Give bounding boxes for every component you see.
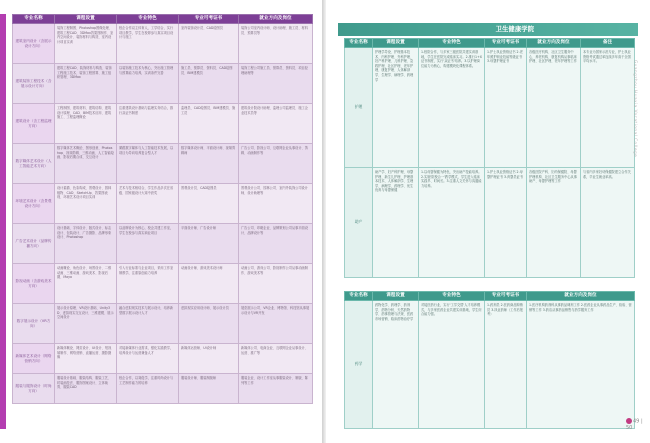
cell-jobs: 广告公司、印刷企业、品牌策划公司从事平面设计、品牌设计等 — [239, 224, 313, 264]
cell-cert: 室内装饰设计员、CAD绘图员 — [179, 24, 239, 64]
cell-cert: 1.药剂员 2.医药商品购销员 3.执业药师（工作后报考） — [485, 301, 527, 429]
cell-jobs: 动画公司、游戏公司、影视制作公司从事动画制作、游戏美术等 — [239, 264, 313, 304]
cell-cert: 数字媒体设计师、平面设计师、视频剪辑师 — [179, 144, 239, 184]
cell-jobs: 服装企业、设计工作室从事服装设计、制版、陈列等工作 — [239, 374, 313, 404]
table-row — [13, 344, 313, 374]
cell-cert: 虚拟现实应用设计师、展示设计员 — [179, 304, 239, 344]
cell-courses: 设计基础、字体设计、版式设计、标志设计、包装设计、广告摄影、品牌形象设计、Photoshop — [55, 224, 117, 264]
table-row — [13, 104, 313, 144]
left-program-table — [12, 14, 313, 404]
table-row — [13, 184, 313, 224]
header-major: 专业名称 — [13, 15, 55, 24]
cell-name: 建筑设计（含工程监理方向） — [13, 104, 55, 144]
cell-courses: 展示设计原理、VR设计基础、Unity3D、虚拟现实交互设计、三维建模、展示空间设计 — [55, 304, 117, 344]
header-cert: 专业可考证书 — [179, 15, 239, 24]
cell-courses: 助产学、妇产科护理、母婴护理、新生儿护理、护理基本技术、人体解剖学、生理学、病理学、药理学、优生优育与母婴保健 — [373, 168, 419, 278]
table-row — [13, 224, 313, 264]
table-row — [13, 64, 313, 104]
pharmacy-program-table — [344, 291, 635, 429]
college-title: 卫生健康学院 — [338, 23, 638, 36]
header-jobs: 就业方向及岗位 — [239, 15, 313, 24]
cell-features: 以品牌设计为核心，校企共建工作室，学生在校参与真实商业项目 — [117, 224, 179, 264]
cell-courses: 服装设计基础、服装结构、服装工艺、时装画技法、服饰图案设计、立体裁剪、服装CAD — [55, 374, 117, 404]
cell-name: 新媒体艺术设计（网络营销方向） — [13, 344, 55, 374]
cell-name: 药学 — [345, 301, 373, 429]
cell-features: 引入行业标准与企业项目，采用工作室制教学，注重原创能力培养 — [117, 264, 179, 304]
header-courses: 课程设置 — [55, 15, 117, 24]
cell-jobs: 装饰工程公司施工员、预算员、资料员、项目经理助理等 — [239, 64, 313, 104]
header-courses: 课程设置 — [373, 39, 419, 48]
cell-jobs: 各级医院产科、妇幼保健院、母婴护理机构、社区卫生服务中心从事助产、母婴护理等工作 — [527, 168, 581, 278]
cell-jobs: 装饰公司室内设计师、设计助理、施工员、材料员、预算员等 — [239, 24, 313, 64]
cell-features: 对接新媒体行业需求，强化实践教学，培养设计与运营兼备人才 — [117, 344, 179, 374]
table-row — [345, 168, 635, 278]
cell-cert: 平面设计师、广告设计师 — [179, 224, 239, 264]
cell-courses: 数字媒体艺术概论、图形创意、Photoshop、视频剪辑、三维动画、人工智能绘画、影视后期合成、交互设计 — [55, 144, 117, 184]
table-row — [13, 374, 313, 404]
left-table-header-row — [13, 15, 313, 24]
page-dot-icon — [626, 418, 632, 424]
cell-jobs: 广告公司、影视公司、互联网企业从事设计、剪辑、动画制作等 — [239, 144, 313, 184]
cell-courses: 动画概论、角色设计、场景设计、二维动画、三维动画、游戏美术、影视后期、Maya — [55, 264, 117, 304]
cell-features: 以装饰施工技术为核心，突出施工管理与预算能力培养，实训条件完善 — [117, 64, 179, 104]
cell-cert: 1.护士执业资格证书 2.老年照护职业技能等级证书 3.母婴护理证书 — [485, 48, 527, 168]
vertical-college-name: Guangzhou Huaxia Vocational College — [633, 60, 638, 158]
table-row — [345, 301, 635, 429]
table-row — [345, 48, 635, 168]
page-number — [626, 418, 650, 431]
left-page — [0, 0, 322, 443]
header-cert: 专业可考证书 — [485, 292, 527, 301]
table-row — [13, 304, 313, 344]
cell-features: 融合虚拟现实技术与展示设计，培养新型数字展示设计人才 — [117, 304, 179, 344]
header-major: 专业名称 — [345, 292, 373, 301]
cell-cert: 新媒体运营师、UI设计师 — [179, 344, 239, 374]
cell-jobs: 景观设计公司、园林公司、室内外装饰公司设计师、设计助理等 — [239, 184, 313, 224]
cell-note: 与省内多家妇幼保健院建立合作关系，毕业生就业率高。 — [581, 168, 635, 278]
cell-name: 建筑装饰工程技术（含展示设计方向） — [13, 64, 55, 104]
table-row — [13, 24, 313, 64]
cell-name: 数字媒体艺术设计（人工智能艺术方向） — [13, 144, 55, 184]
header-courses: 课程设置 — [373, 292, 419, 301]
cell-name: 数字展示设计（VR方向） — [13, 304, 55, 344]
cell-cert: 动画设计师、游戏美术设计师 — [179, 264, 239, 304]
table-row — [13, 264, 313, 304]
cell-jobs: 1.医疗机构药剂科从事药品调剂工作 2.医药企业从事药品生产、检验、营销等工作 3.药店从事药品销售与药学服务工作 — [527, 301, 635, 429]
cell-features: 校企合作双主体育人，工学结合，实行项目教学，学生在校即参与真实项目设计与施工 — [117, 24, 179, 64]
cell-cert: 施工员、预算员、资料员、CAD绘图员、BIM建模员 — [179, 64, 239, 104]
cell-courses: 药物化学、药理学、药剂学、药物分析、天然药物学、药事管理与法规、医药市场营销、临床药物治疗学 — [373, 301, 419, 429]
cell-jobs: 新媒体公司、电商企业、互联网企业从事设计、运营、推广等 — [239, 344, 313, 374]
right-table2-header-row — [345, 292, 635, 301]
header-cert: 专业可考证书 — [485, 39, 527, 48]
cell-name: 建筑室内设计（含展示设计方向） — [13, 24, 55, 64]
cell-features: 艺术与技术相结合，学生作品多次在省级、国家级设计大赛中获奖 — [117, 184, 179, 224]
cell-cert: 1.护士执业资格证书 2.母婴护理证书 3.育婴员证书 — [485, 168, 527, 278]
header-features: 专业特色 — [419, 39, 485, 48]
cell-name: 环境艺术设计（含景观设计方向） — [13, 184, 55, 224]
cell-name: 广告艺术设计（品牌传播方向） — [13, 224, 55, 264]
health-program-table — [344, 38, 635, 278]
cell-jobs: 建筑设计院设计助理、监理公司监理员、施工企业技术员等 — [239, 104, 313, 144]
cell-courses: 建筑工程CAD、装饰材料与构造、装饰工程施工技术、装饰工程预算、施工组织管理、3DMax — [55, 64, 117, 104]
cell-note: 本专业为国家示范专业，护士执业资格考试通过率连续多年高于全国平均水平。 — [581, 48, 635, 168]
cell-courses: 护理学导论、护理基本技术、内科护理、外科护理、妇产科护理、儿科护理、急救护理、社区护理、老年护理、康复护理、人体解剖学、生理学、病理学、药理学 — [373, 48, 419, 168]
table-row — [13, 144, 313, 184]
cell-courses: 装饰工程制图、Photoshop图像处理、建筑工程CAD、3DMax效果图制作、室内空间设计、装饰材料与构造、室内设计项目实训 — [55, 24, 117, 64]
cell-features: 注重建筑设计基础与监理实务结合，推行双证书制度 — [117, 104, 179, 144]
cell-cert: 监理员、CAD绘图员、BIM建模员、施工员 — [179, 104, 239, 144]
cell-name: 护理 — [345, 48, 373, 168]
cell-jobs: 各级医疗机构、社区卫生服务中心、养老机构、康复机构从事临床护理、社区护理、老年护理等工作 — [527, 48, 581, 168]
header-jobs: 就业方向及岗位 — [527, 292, 635, 301]
right-table1-header-row — [345, 39, 635, 48]
cell-name: 服装与服饰设计（时尚方向） — [13, 374, 55, 404]
header-features: 专业特色 — [117, 15, 179, 24]
cell-courses: 新媒体概论、网页设计、UI设计、短视频制作、网络营销、直播运营、摄影摄像 — [55, 344, 117, 374]
cell-cert: 服装设计师、服装制版师 — [179, 374, 239, 404]
cell-features: 1.以母婴保健为特色，突出助产技能培养。2.实施'院校合一'教学模式，学生进入临床实践早、时间长。3.注重人文关怀与沟通能力培养。 — [419, 168, 485, 278]
cell-features: 1.校院合作，与多家三级医院共建实训基地，学生在医院完成临床实习。2.推行1+X证书制度，实行'双证书'培养。3.以护理岗位能力为核心，构建模块化课程体系。 — [419, 48, 485, 168]
cell-features: 对接医药行业，实行'工学交替'人才培养模式，与多家医药企业共建实训基地，学生综合能力强。 — [419, 301, 485, 429]
header-features: 专业特色 — [419, 292, 485, 301]
left-accent-bar — [0, 14, 6, 429]
cell-jobs: 展览展示公司、VR企业、博物馆、科技馆从事展示设计与VR开发 — [239, 304, 313, 344]
cell-features: 校企合作，以赛促学，注重时尚设计与工艺制作能力的培养 — [117, 374, 179, 404]
cell-cert: 景观设计员、CAD绘图员 — [179, 184, 239, 224]
cell-name: 影视动画（含游戏美术方向） — [13, 264, 55, 304]
header-major: 专业名称 — [345, 39, 373, 48]
cell-courses: 工程制图、建筑材料、建筑结构、建筑设计原理、CAD、BIM技术应用、建筑施工、工程监理概论 — [55, 104, 117, 144]
header-jobs: 就业方向及岗位 — [527, 39, 581, 48]
page-number-text: 49 | 50 — [626, 418, 643, 431]
cell-name: 助产 — [345, 168, 373, 278]
cell-features: 紧跟数字媒体与人工智能技术发展，以项目为导向培养复合型人才 — [117, 144, 179, 184]
header-note: 备注 — [581, 39, 635, 48]
cell-courses: 设计素描、色彩构成、景观设计、园林植物、CAD、SketchUp、效果图表现、环境艺术设计项目实训 — [55, 184, 117, 224]
